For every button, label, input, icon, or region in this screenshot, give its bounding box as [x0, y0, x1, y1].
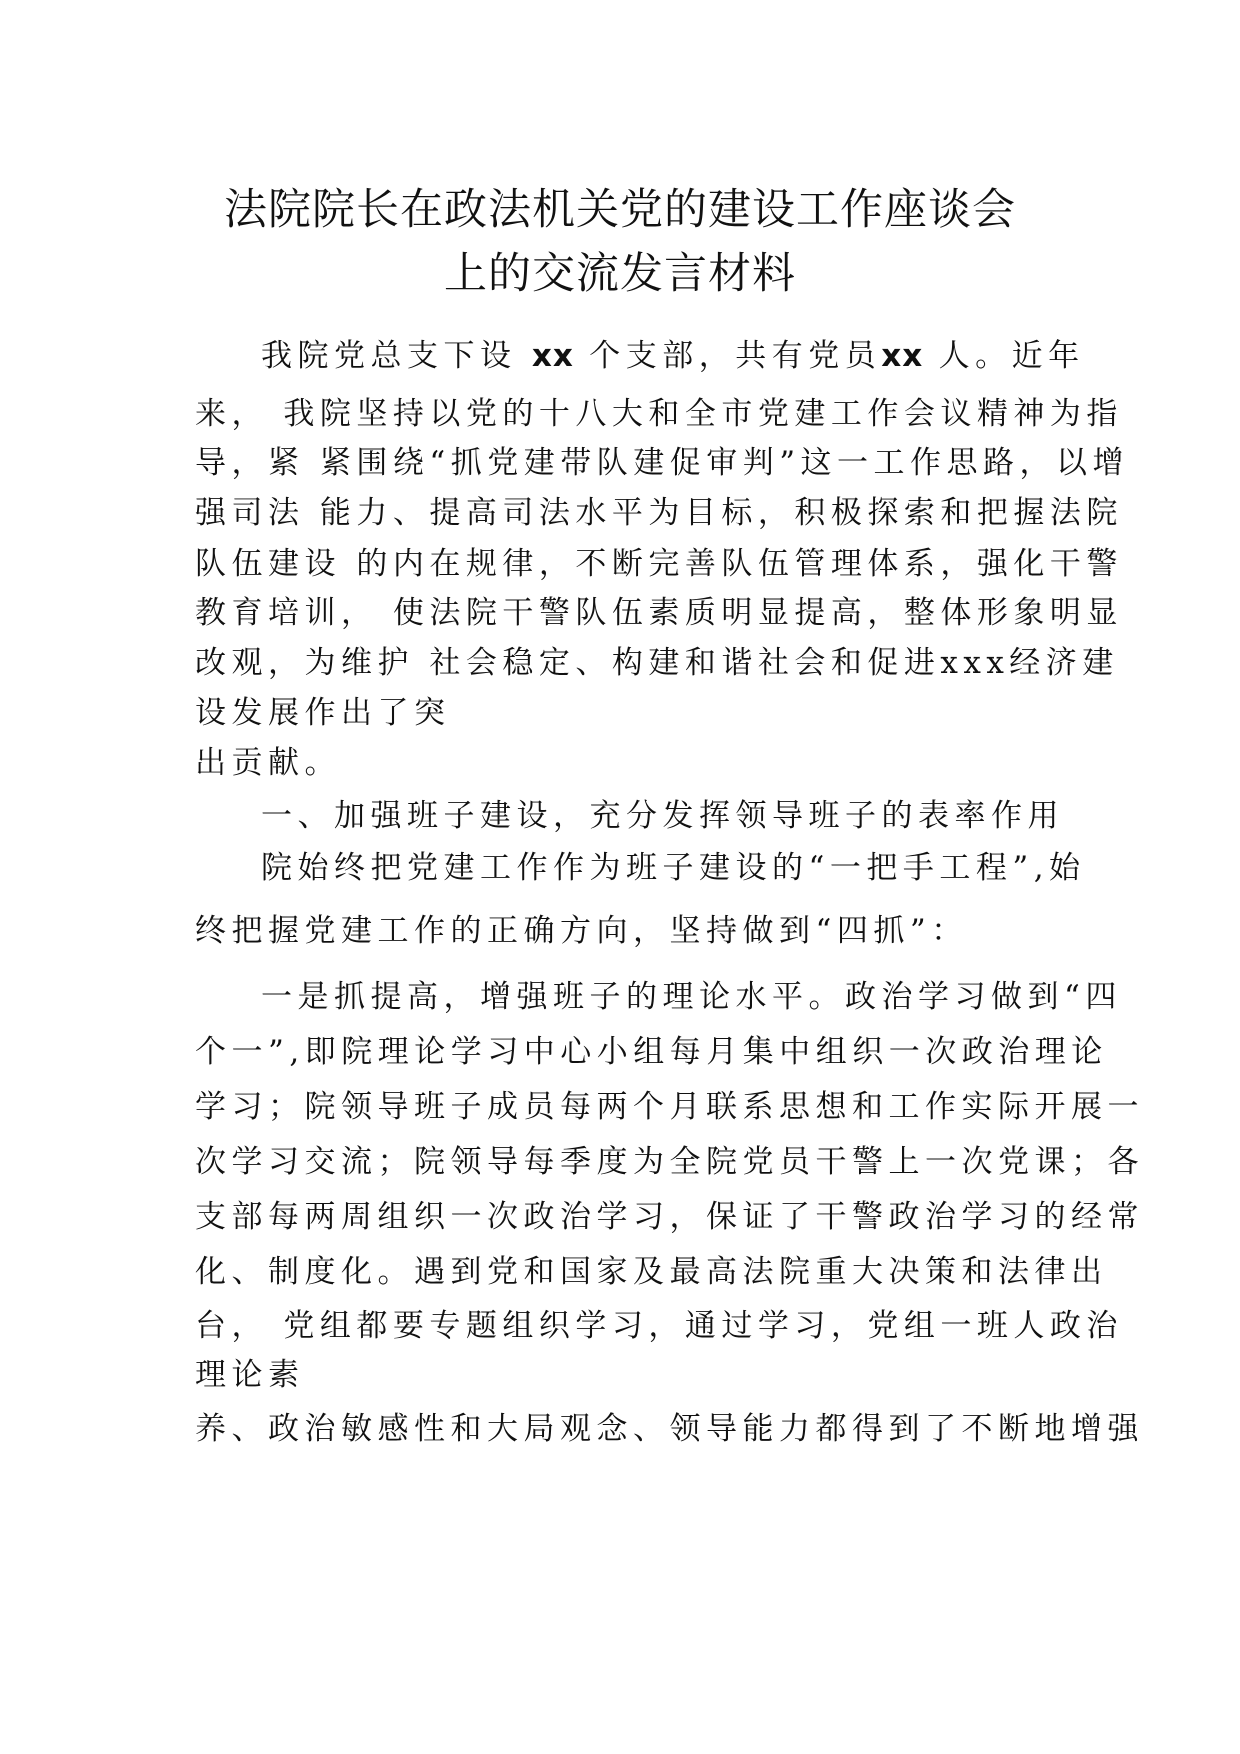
- paragraph-1-line-8: 设发展作出了突: [195, 695, 451, 731]
- paragraph-1-line-9: 出贡献。: [195, 745, 341, 781]
- paragraph-3-line-1: 一是抓提高，增强班子的理论水平。政治学习做到“四: [261, 979, 1122, 1015]
- paragraph-2-line-1: 院始终把党建工作作为班子建设的“一把手工程”,始: [261, 850, 1086, 886]
- document-title-line-2: 上的交流发言材料: [444, 249, 796, 299]
- paragraph-1-line-6: 教育培训， 使法院干警队伍素质明显提高，整体形象明显: [195, 595, 1123, 631]
- paragraph-3-line-2: 个一”,即院理论学习中心小组每月集中组织一次政治理论: [195, 1034, 1108, 1070]
- paragraph-1-line-5: 队伍建设 的内在规律，不断完善队伍管理体系，强化干警: [195, 546, 1123, 582]
- section-heading-1: 一、加强班子建设，充分发挥领导班子的表率作用: [261, 798, 1064, 834]
- text-run-bold: xx: [881, 338, 924, 374]
- text-run: 我院党总支下设: [261, 338, 532, 374]
- document-title-line-1: 法院院长在政法机关党的建设工作座谈会: [224, 185, 1016, 235]
- paragraph-3-line-7: 台， 党组都要专题组织学习，通过学习，党组一班人政治: [195, 1308, 1123, 1344]
- paragraph-3-line-8: 理论素: [195, 1357, 305, 1393]
- text-run: 个支部，共有党员: [573, 338, 882, 374]
- paragraph-2-line-2: 终把握党建工作的正确方向，坚持做到“四抓”：: [195, 913, 968, 949]
- paragraph-1-line-3: 导，紧 紧围绕“抓党建带队建促审判”这一工作思路，以增: [195, 445, 1130, 481]
- paragraph-3-line-6: 化、制度化。遇到党和国家及最高法院重大决策和法律出: [195, 1254, 1108, 1290]
- text-run-bold: xx: [531, 338, 574, 374]
- paragraph-3-line-3: 学习；院领导班子成员每两个月联系思想和工作实际开展一: [195, 1089, 1144, 1125]
- paragraph-3-line-5: 支部每两周组织一次政治学习，保证了干警政治学习的经常: [195, 1199, 1144, 1235]
- text-run: 人。近年: [923, 338, 1085, 374]
- paragraph-1-line-1: [261, 336, 1085, 376]
- paragraph-1-line-4: 强司法 能力、提高司法水平为目标，积极探索和把握法院: [195, 495, 1123, 531]
- paragraph-3-line-4: 次学习交流；院领导每季度为全院党员干警上一次党课；各: [195, 1144, 1144, 1180]
- paragraph-1-line-7: 改观，为维护 社会稳定、构建和谐社会和促进xxx经济建: [195, 645, 1119, 681]
- paragraph-3-line-9: 养、政治敏感性和大局观念、领导能力都得到了不断地增强: [195, 1411, 1144, 1447]
- paragraph-1-line-2: 来， 我院坚持以党的十八大和全市党建工作会议精神为指: [195, 396, 1123, 432]
